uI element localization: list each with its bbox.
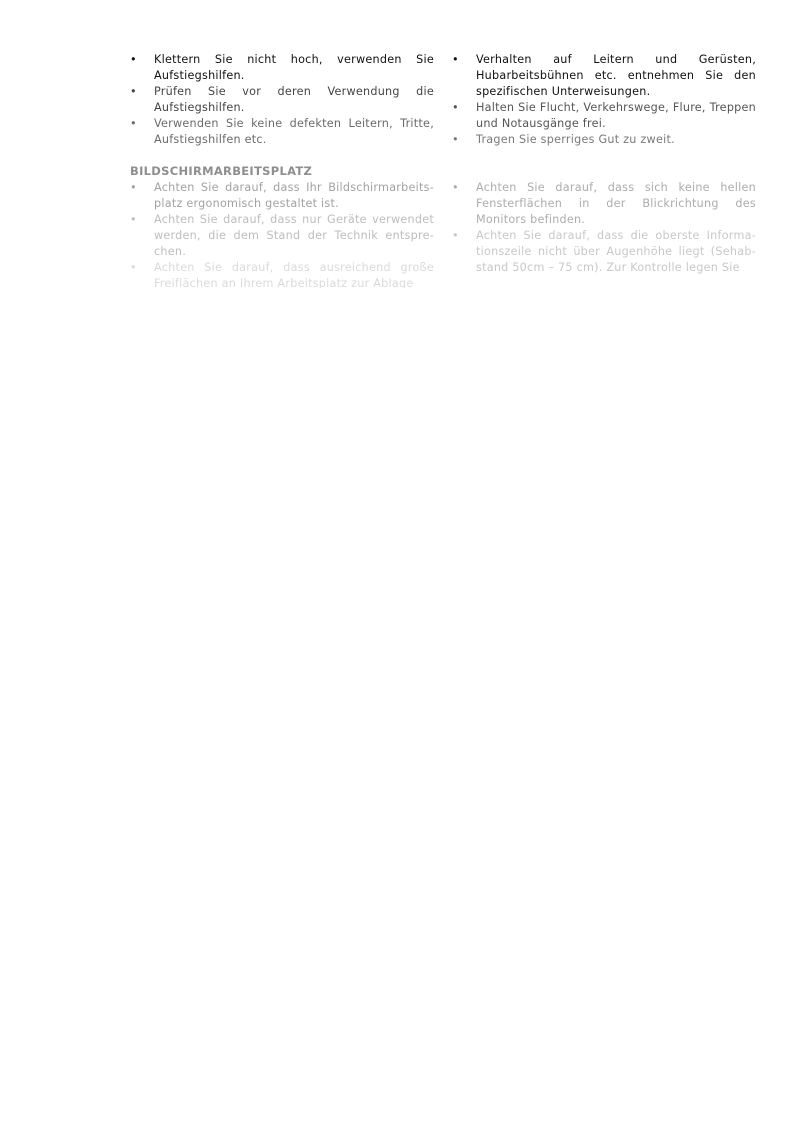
bullet-text: Verwenden Sie keine defekten Leitern, Tritte, Aufstiegshilfen etc. — [154, 117, 434, 146]
bullet-item — [452, 180, 756, 228]
bullet-icon: • — [452, 133, 459, 146]
bullet-text: Prüfen Sie vor deren Verwendung die Aufstiegshilfen. — [154, 85, 434, 114]
bullet-item — [452, 132, 756, 148]
lower-right-list — [452, 180, 756, 276]
bullet-item — [452, 100, 756, 132]
bullet-text: Halten Sie Flucht, Verkehrswege, Flure, Treppen und Notausgänge frei. — [476, 101, 756, 130]
upper-left-column — [130, 52, 434, 148]
lower-left-list — [130, 180, 434, 288]
bullet-icon: • — [130, 117, 137, 130]
bullet-icon: • — [130, 213, 137, 226]
bullet-item — [452, 52, 756, 100]
bullet-icon: • — [452, 53, 459, 66]
section-heading: BILDSCHIRMARBEITSPLATZ — [130, 164, 313, 178]
bullet-item — [130, 212, 434, 260]
lower-right-column — [452, 180, 756, 288]
bullet-item — [130, 52, 434, 84]
upper-right-list — [452, 52, 756, 148]
bullet-icon: • — [452, 181, 459, 194]
bullet-icon: • — [130, 181, 137, 194]
bullet-icon: • — [130, 53, 137, 66]
bullet-icon: • — [452, 101, 459, 114]
bullet-text: Tragen Sie sperriges Gut zu zweit. — [476, 133, 675, 146]
bullet-text: Klettern Sie nicht hoch, verwenden Sie Aufstiegshilfen. — [154, 53, 434, 82]
bullet-icon: • — [452, 229, 459, 242]
bullet-item — [130, 180, 434, 212]
bullet-text: Verhalten auf Leitern und Gerüsten, Hubarbeitsbühnen etc. entnehmen Sie den spezifischen Unterweisungen. — [476, 53, 756, 98]
bullet-icon: • — [130, 85, 137, 98]
upper-left-list — [130, 52, 434, 148]
bullet-text: Achten Sie darauf, dass Ihr Bildschirmarbeits-platz ergonomisch gestaltet ist. — [154, 181, 434, 210]
bullet-text: Achten Sie darauf, dass die oberste Informa-tionszeile nicht über Augenhöhe liegt (Sehab-stand 50cm – 75 cm). Zur Kontrolle legen Sie — [476, 229, 756, 274]
bullet-text: Achten Sie darauf, dass sich keine hellen Fensterflächen in der Blickrichtung des Monitors befinden. — [476, 181, 756, 226]
bullet-item — [130, 84, 434, 116]
bullet-item — [452, 228, 756, 276]
bullet-icon: • — [130, 261, 137, 274]
lower-left-column — [130, 180, 434, 288]
bullet-text: Achten Sie darauf, dass nur Geräte verwendet werden, die dem Stand der Technik entspre-chen. — [154, 213, 434, 258]
bullet-text: Achten Sie darauf, dass ausreichend große Freiflächen an Ihrem Arbeitsplatz zur Ablage — [154, 261, 434, 288]
upper-right-column — [452, 52, 756, 148]
bullet-item — [130, 116, 434, 148]
bullet-item — [130, 260, 434, 288]
